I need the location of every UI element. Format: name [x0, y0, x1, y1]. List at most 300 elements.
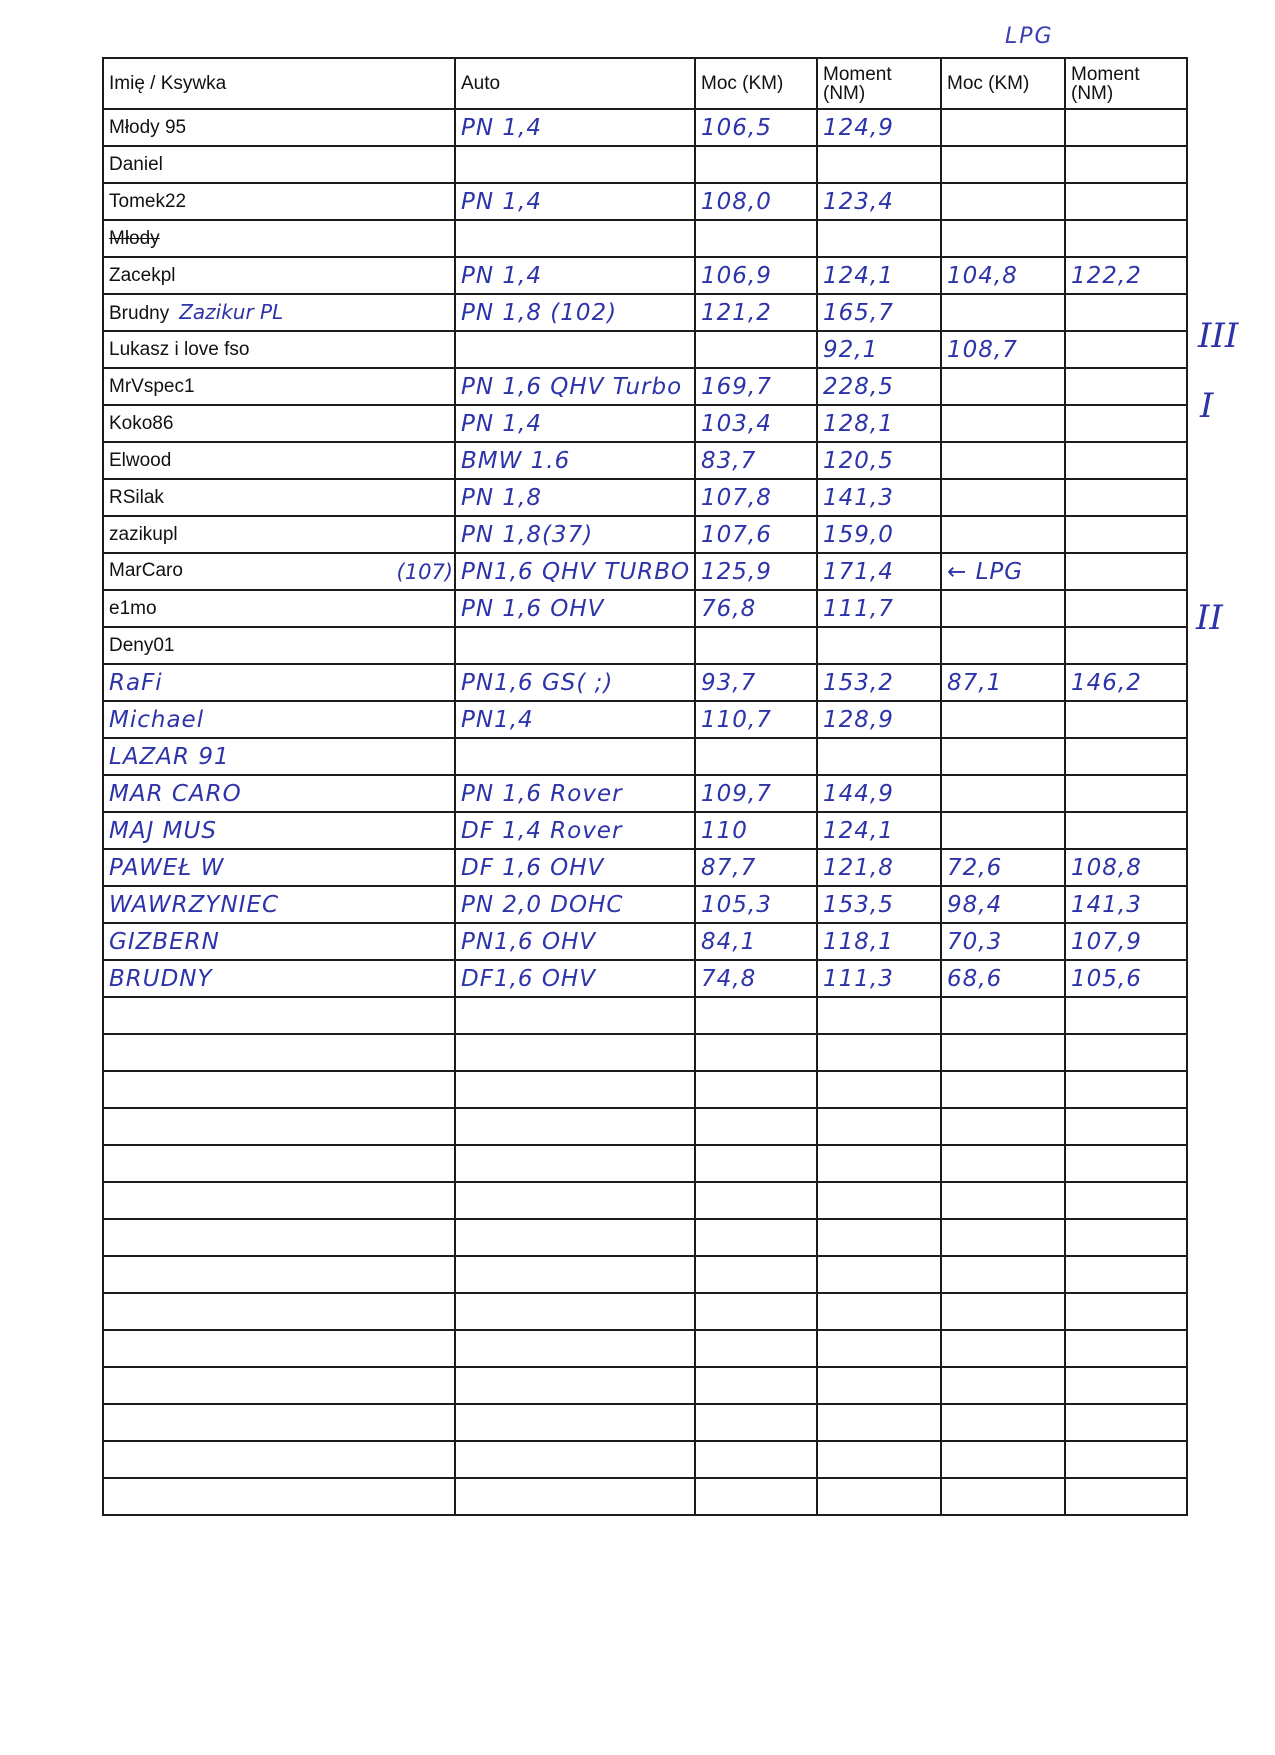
- empty-cell: [103, 1330, 455, 1367]
- row-car: [455, 701, 695, 738]
- cell-text: 120,5: [823, 447, 894, 474]
- row-car: [455, 405, 695, 442]
- empty-row: [103, 1330, 1187, 1367]
- name-text: e1mo: [109, 597, 157, 619]
- row-torque: [817, 960, 941, 997]
- empty-cell: [103, 1367, 455, 1404]
- row-name: [103, 257, 455, 294]
- row-torque-lpg: [1065, 738, 1187, 775]
- row-power-lpg: [941, 812, 1065, 849]
- cell-text: 108,0: [701, 188, 772, 215]
- table-row: [103, 220, 1187, 257]
- name-text: Elwood: [109, 449, 172, 471]
- empty-cell: [455, 1145, 695, 1182]
- row-power: [695, 627, 817, 664]
- empty-cell: [817, 1071, 941, 1108]
- cell-text: 169,7: [701, 373, 772, 400]
- cell-text: 98,4: [947, 891, 1003, 918]
- row-car: [455, 479, 695, 516]
- empty-row: [103, 1478, 1187, 1515]
- table-row: [103, 812, 1187, 849]
- table-row: [103, 479, 1187, 516]
- row-power-lpg: [941, 442, 1065, 479]
- empty-cell: [941, 1256, 1065, 1293]
- row-torque-lpg: [1065, 664, 1187, 701]
- row-torque-lpg: [1065, 183, 1187, 220]
- empty-cell: [817, 1293, 941, 1330]
- row-power: [695, 775, 817, 812]
- row-power-lpg: [941, 738, 1065, 775]
- row-torque-lpg: [1065, 442, 1187, 479]
- cell-text: PN1,4: [461, 706, 534, 733]
- name-text: Młody 95: [109, 116, 187, 138]
- row-power-lpg: [941, 553, 1065, 590]
- cell-text: 70,3: [947, 928, 1003, 955]
- row-power: [695, 109, 817, 146]
- row-torque: [817, 590, 941, 627]
- name-text: Młody: [109, 227, 160, 249]
- cell-text: 111,7: [823, 595, 894, 622]
- name-text: WAWRZYNIEC: [109, 891, 280, 918]
- empty-cell: [695, 997, 817, 1034]
- row-torque: [817, 664, 941, 701]
- cell-text: PN1,6 OHV: [461, 928, 597, 955]
- empty-cell: [1065, 1145, 1187, 1182]
- name-text: RaFi: [109, 669, 163, 696]
- empty-cell: [695, 1330, 817, 1367]
- row-power: [695, 960, 817, 997]
- empty-cell: [1065, 997, 1187, 1034]
- row-power-lpg: [941, 257, 1065, 294]
- table-row: [103, 923, 1187, 960]
- row-torque-lpg: [1065, 479, 1187, 516]
- empty-cell: [941, 1145, 1065, 1182]
- row-power: [695, 849, 817, 886]
- cell-text: PN 1,8: [461, 484, 542, 511]
- name-text: Daniel: [109, 153, 163, 175]
- cell-text: 125,9: [701, 558, 772, 585]
- row-car: [455, 183, 695, 220]
- table-row: [103, 590, 1187, 627]
- name-text: MAJ MUS: [109, 817, 217, 844]
- row-power: [695, 331, 817, 368]
- empty-cell: [103, 1293, 455, 1330]
- row-name: [103, 405, 455, 442]
- cell-text: PN 1,6 Rover: [461, 780, 623, 807]
- empty-cell: [455, 1219, 695, 1256]
- cell-text: 76,8: [701, 595, 757, 622]
- cell-text: 108,8: [1071, 854, 1142, 881]
- empty-cell: [103, 1404, 455, 1441]
- row-car: [455, 331, 695, 368]
- row-car: [455, 442, 695, 479]
- empty-cell: [817, 1145, 941, 1182]
- row-power-lpg: [941, 590, 1065, 627]
- row-car: [455, 812, 695, 849]
- row-name: [103, 923, 455, 960]
- cell-text: 87,7: [701, 854, 757, 881]
- row-torque: [817, 516, 941, 553]
- row-torque: [817, 479, 941, 516]
- table-row: [103, 553, 1187, 590]
- row-power-lpg: [941, 701, 1065, 738]
- row-power-lpg: [941, 331, 1065, 368]
- row-torque-lpg: [1065, 701, 1187, 738]
- cell-text: BMW 1.6: [461, 447, 571, 474]
- cell-text: 109,7: [701, 780, 772, 807]
- empty-cell: [817, 1330, 941, 1367]
- row-power-lpg: [941, 146, 1065, 183]
- cell-text: PN 2,0 DOHC: [461, 891, 624, 918]
- row-power-lpg: [941, 294, 1065, 331]
- name-text: Zacekpl: [109, 264, 176, 286]
- empty-cell: [103, 1256, 455, 1293]
- row-power-lpg: [941, 109, 1065, 146]
- row-power: [695, 368, 817, 405]
- row-power-lpg: [941, 220, 1065, 257]
- name-text: Brudny: [109, 303, 170, 324]
- row-name: [103, 516, 455, 553]
- empty-cell: [941, 1404, 1065, 1441]
- empty-cell: [941, 1330, 1065, 1367]
- name-text: Tomek22: [109, 190, 187, 212]
- empty-cell: [103, 1071, 455, 1108]
- cell-text: DF 1,4 Rover: [461, 817, 623, 844]
- row-torque-lpg: [1065, 775, 1187, 812]
- name-text: PAWEŁ W: [109, 854, 225, 881]
- empty-cell: [455, 997, 695, 1034]
- row-torque: [817, 183, 941, 220]
- cell-text: 92,1: [823, 336, 879, 363]
- empty-cell: [1065, 1293, 1187, 1330]
- row-car: [455, 553, 695, 590]
- cell-text: 171,4: [823, 558, 894, 585]
- empty-row: [103, 1071, 1187, 1108]
- row-name: [103, 146, 455, 183]
- empty-row: [103, 997, 1187, 1034]
- name-text: Michael: [109, 706, 205, 733]
- cell-text: 106,9: [701, 262, 772, 289]
- lpg-header-note: LPG: [1005, 24, 1054, 49]
- row-power-lpg: [941, 886, 1065, 923]
- row-car: [455, 368, 695, 405]
- table-row: [103, 294, 1187, 331]
- table-row: [103, 257, 1187, 294]
- row-name: [103, 812, 455, 849]
- table-row: [103, 146, 1187, 183]
- row-torque-lpg: [1065, 368, 1187, 405]
- cell-text: 105,6: [1071, 965, 1142, 992]
- row-power-lpg: [941, 775, 1065, 812]
- row-torque-lpg: [1065, 627, 1187, 664]
- row-car: [455, 960, 695, 997]
- row-car: [455, 849, 695, 886]
- cell-text: PN 1,4: [461, 188, 542, 215]
- table-row: [103, 109, 1187, 146]
- row-torque: [817, 886, 941, 923]
- row-car: [455, 738, 695, 775]
- row-name: [103, 479, 455, 516]
- empty-cell: [1065, 1404, 1187, 1441]
- empty-cell: [941, 1441, 1065, 1478]
- row-car: [455, 775, 695, 812]
- table-row: [103, 886, 1187, 923]
- row-torque: [817, 146, 941, 183]
- empty-cell: [817, 997, 941, 1034]
- cell-text: PN 1,4: [461, 114, 542, 141]
- row-torque: [817, 331, 941, 368]
- row-power-lpg: [941, 664, 1065, 701]
- row-car: [455, 109, 695, 146]
- row-car: [455, 627, 695, 664]
- empty-cell: [103, 1219, 455, 1256]
- empty-cell: [455, 1071, 695, 1108]
- empty-cell: [941, 1293, 1065, 1330]
- cell-text: 153,2: [823, 669, 894, 696]
- row-torque: [817, 775, 941, 812]
- table-row: [103, 368, 1187, 405]
- cell-text: 84,1: [701, 928, 757, 955]
- row-power-lpg: [941, 183, 1065, 220]
- row-power-lpg: [941, 960, 1065, 997]
- table-row: [103, 442, 1187, 479]
- empty-row: [103, 1219, 1187, 1256]
- name-text: GIZBERN: [109, 928, 220, 955]
- empty-row: [103, 1145, 1187, 1182]
- cell-text: PN 1,6 OHV: [461, 595, 605, 622]
- margin-mark-iii: III: [1198, 316, 1239, 356]
- row-power-lpg: [941, 627, 1065, 664]
- empty-cell: [941, 997, 1065, 1034]
- cell-text: 141,3: [823, 484, 894, 511]
- cell-text: 72,6: [947, 854, 1003, 881]
- empty-cell: [695, 1145, 817, 1182]
- empty-cell: [817, 1441, 941, 1478]
- row-car: [455, 516, 695, 553]
- empty-cell: [455, 1478, 695, 1515]
- row-name: [103, 960, 455, 997]
- row-torque: [817, 294, 941, 331]
- empty-cell: [455, 1404, 695, 1441]
- col-header-auto: Auto: [455, 58, 695, 109]
- empty-cell: [1065, 1108, 1187, 1145]
- table-row: [103, 405, 1187, 442]
- cell-text: 146,2: [1071, 669, 1142, 696]
- name-text: MrVspec1: [109, 375, 195, 397]
- table-row: [103, 738, 1187, 775]
- empty-row: [103, 1367, 1187, 1404]
- cell-text: 74,8: [701, 965, 757, 992]
- row-power-lpg: [941, 849, 1065, 886]
- row-torque: [817, 368, 941, 405]
- table-body: [103, 109, 1187, 1515]
- row-power-lpg: [941, 405, 1065, 442]
- table-row: [103, 664, 1187, 701]
- empty-cell: [1065, 1071, 1187, 1108]
- row-power: [695, 553, 817, 590]
- row-power: [695, 738, 817, 775]
- row-name: [103, 738, 455, 775]
- row-name: [103, 886, 455, 923]
- row-name: [103, 331, 455, 368]
- empty-cell: [695, 1293, 817, 1330]
- row-name: [103, 590, 455, 627]
- row-name: [103, 701, 455, 738]
- name-text: RSilak: [109, 486, 164, 508]
- row-name: [103, 220, 455, 257]
- empty-cell: [455, 1441, 695, 1478]
- row-torque-lpg: [1065, 812, 1187, 849]
- row-power: [695, 516, 817, 553]
- empty-cell: [455, 1256, 695, 1293]
- empty-cell: [103, 1034, 455, 1071]
- cell-text: 87,1: [947, 669, 1003, 696]
- cell-text: PN 1,4: [461, 262, 542, 289]
- empty-row: [103, 1293, 1187, 1330]
- row-name: [103, 664, 455, 701]
- table-row: [103, 849, 1187, 886]
- empty-cell: [1065, 1441, 1187, 1478]
- row-power: [695, 442, 817, 479]
- empty-cell: [817, 1219, 941, 1256]
- row-torque-lpg: [1065, 109, 1187, 146]
- empty-cell: [455, 1034, 695, 1071]
- row-name: [103, 442, 455, 479]
- empty-cell: [817, 1404, 941, 1441]
- cell-text: 107,8: [701, 484, 772, 511]
- row-torque: [817, 849, 941, 886]
- empty-row: [103, 1182, 1187, 1219]
- row-torque-lpg: [1065, 220, 1187, 257]
- row-torque: [817, 923, 941, 960]
- row-torque-lpg: [1065, 257, 1187, 294]
- row-car: [455, 146, 695, 183]
- row-power: [695, 479, 817, 516]
- row-name: [103, 294, 455, 331]
- row-power-lpg: [941, 923, 1065, 960]
- empty-cell: [817, 1367, 941, 1404]
- empty-cell: [1065, 1330, 1187, 1367]
- cell-text: 165,7: [823, 299, 894, 326]
- row-torque-lpg: [1065, 960, 1187, 997]
- cell-text: 106,5: [701, 114, 772, 141]
- empty-cell: [455, 1108, 695, 1145]
- row-torque: [817, 257, 941, 294]
- empty-cell: [695, 1478, 817, 1515]
- margin-mark-i: I: [1200, 386, 1214, 426]
- cell-text: 108,7: [947, 336, 1018, 363]
- cell-text: ← LPG: [947, 558, 1024, 585]
- empty-cell: [695, 1219, 817, 1256]
- cell-text: 228,5: [823, 373, 894, 400]
- row-car: [455, 664, 695, 701]
- row-power: [695, 886, 817, 923]
- cell-text: 107,9: [1071, 928, 1142, 955]
- empty-cell: [455, 1367, 695, 1404]
- row-power-lpg: [941, 479, 1065, 516]
- col-header-name: Imię / Ksywka: [103, 58, 455, 109]
- empty-cell: [941, 1108, 1065, 1145]
- cell-text: 128,9: [823, 706, 894, 733]
- table-row: [103, 701, 1187, 738]
- row-name: [103, 627, 455, 664]
- row-car: [455, 220, 695, 257]
- row-torque: [817, 627, 941, 664]
- cell-text: 121,8: [823, 854, 894, 881]
- row-name: [103, 775, 455, 812]
- row-torque-lpg: [1065, 516, 1187, 553]
- row-name: [103, 553, 455, 590]
- row-torque: [817, 405, 941, 442]
- row-name: [103, 183, 455, 220]
- empty-cell: [1065, 1478, 1187, 1515]
- row-power: [695, 664, 817, 701]
- empty-cell: [817, 1108, 941, 1145]
- cell-text: 68,6: [947, 965, 1003, 992]
- row-torque-lpg: [1065, 405, 1187, 442]
- empty-cell: [941, 1478, 1065, 1515]
- empty-row: [103, 1256, 1187, 1293]
- cell-text: 124,9: [823, 114, 894, 141]
- empty-cell: [695, 1404, 817, 1441]
- row-name: [103, 849, 455, 886]
- row-car: [455, 923, 695, 960]
- empty-cell: [817, 1182, 941, 1219]
- empty-cell: [103, 1182, 455, 1219]
- row-torque: [817, 553, 941, 590]
- cell-text: DF1,6 OHV: [461, 965, 596, 992]
- empty-cell: [941, 1219, 1065, 1256]
- empty-cell: [695, 1182, 817, 1219]
- row-torque-lpg: [1065, 886, 1187, 923]
- row-car: [455, 886, 695, 923]
- row-torque-lpg: [1065, 146, 1187, 183]
- cell-text: 107,6: [701, 521, 772, 548]
- row-torque-lpg: [1065, 590, 1187, 627]
- cell-text: 118,1: [823, 928, 894, 955]
- empty-row: [103, 1034, 1187, 1071]
- empty-cell: [695, 1367, 817, 1404]
- col-header-power: Moc (KM): [695, 58, 817, 109]
- cell-text: 153,5: [823, 891, 894, 918]
- col-header-torque-lpg: Moment (NM): [1065, 58, 1187, 109]
- cell-text: 105,3: [701, 891, 772, 918]
- empty-cell: [941, 1071, 1065, 1108]
- cell-text: 124,1: [823, 262, 894, 289]
- name-text: Koko86: [109, 412, 174, 434]
- cell-text: PN 1,4: [461, 410, 542, 437]
- table-row: [103, 516, 1187, 553]
- name-text: LAZAR 91: [109, 743, 230, 770]
- cell-text: 104,8: [947, 262, 1018, 289]
- name-text: BRUDNY: [109, 965, 213, 992]
- cell-text: PN 1,8(37): [461, 521, 594, 548]
- cell-text: 93,7: [701, 669, 757, 696]
- empty-cell: [103, 997, 455, 1034]
- row-torque-lpg: [1065, 331, 1187, 368]
- row-power: [695, 923, 817, 960]
- table-row: [103, 775, 1187, 812]
- table-row: [103, 183, 1187, 220]
- empty-row: [103, 1108, 1187, 1145]
- empty-cell: [455, 1182, 695, 1219]
- name-text: Deny01: [109, 634, 175, 656]
- row-car: [455, 590, 695, 627]
- name-text: zazikupl: [109, 523, 178, 545]
- row-power: [695, 183, 817, 220]
- row-torque-lpg: [1065, 923, 1187, 960]
- empty-cell: [695, 1071, 817, 1108]
